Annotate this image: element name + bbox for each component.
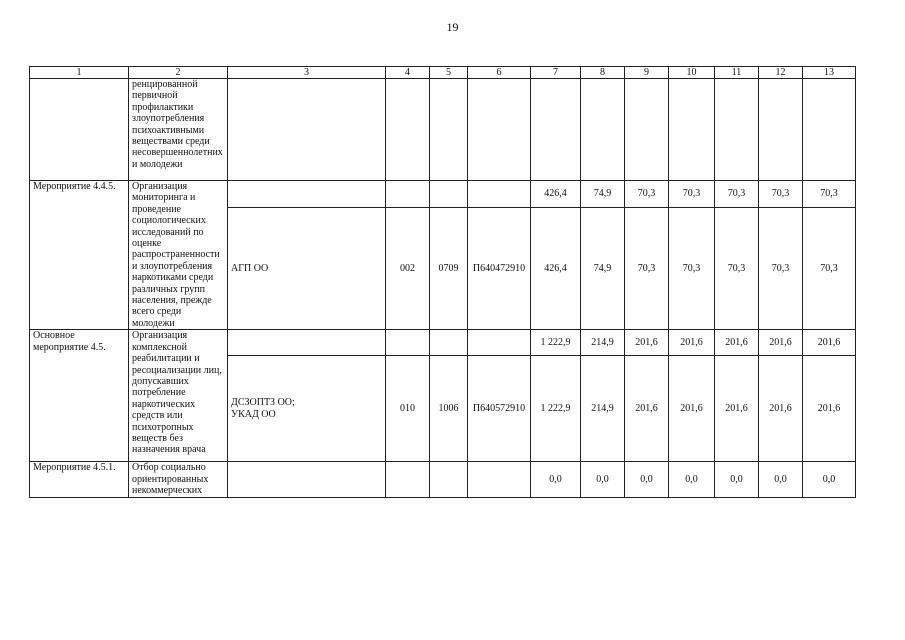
amount-cell: 70,3 (669, 181, 715, 208)
amount-cell: 70,3 (759, 181, 803, 208)
activity-code (30, 79, 129, 181)
amount-cell: 70,3 (759, 208, 803, 330)
table-cell (468, 181, 531, 208)
amount-cell: 0,0 (581, 462, 625, 497)
table-cell (669, 79, 715, 181)
executor-line: ДСЗОПТЗ ОО; (231, 397, 295, 409)
amount-cell: 201,6 (715, 330, 759, 356)
column-number: 5 (430, 67, 468, 79)
table-cell (531, 79, 581, 181)
activity-name: Отбор социально ориентированных некоммерческих (129, 462, 228, 497)
section-code: 1006 (430, 356, 468, 462)
activity-code: Основное мероприятие 4.5. (30, 330, 129, 462)
amount-cell: 426,4 (531, 208, 581, 330)
amount-cell: 0,0 (759, 462, 803, 497)
executor-cell: АГП ОО (228, 208, 386, 330)
column-number-row (30, 67, 856, 79)
amount-cell: 426,4 (531, 181, 581, 208)
column-number: 13 (803, 67, 856, 79)
table-row (30, 79, 856, 181)
activity-code: Мероприятие 4.5.1. (30, 462, 129, 497)
amount-cell: 201,6 (803, 330, 856, 356)
amount-cell: 70,3 (625, 181, 669, 208)
table-cell (803, 79, 856, 181)
target-article-code: П640572910 (468, 356, 531, 462)
activity-name: Организация комплексной реабилитации и ресоциализации лиц, допускавших потребление наркотических средств или психотропных веществ без назначения врача (129, 330, 228, 462)
column-number: 1 (30, 67, 129, 79)
amount-cell: 214,9 (581, 330, 625, 356)
activity-name: ренцированной первичной профилактики злоупотребления психоактивными веществами среди несовершеннолетних и молодежи (129, 79, 228, 181)
column-number: 2 (129, 67, 228, 79)
column-number: 10 (669, 67, 715, 79)
table-row (30, 462, 856, 497)
amount-cell: 70,3 (625, 208, 669, 330)
table-cell (759, 79, 803, 181)
column-number: 6 (468, 67, 531, 79)
amount-cell: 201,6 (715, 356, 759, 462)
column-number: 4 (386, 67, 430, 79)
amount-cell: 1 222,9 (531, 330, 581, 356)
table-cell (625, 79, 669, 181)
amount-cell: 0,0 (625, 462, 669, 497)
column-number: 11 (715, 67, 759, 79)
column-number: 3 (228, 67, 386, 79)
program-budget-table (29, 66, 856, 498)
table-cell (430, 462, 468, 497)
amount-cell: 201,6 (669, 330, 715, 356)
table-cell (386, 462, 430, 497)
table-cell (386, 330, 430, 356)
amount-cell: 0,0 (669, 462, 715, 497)
table-cell (386, 79, 430, 181)
column-number: 7 (531, 67, 581, 79)
column-number: 8 (581, 67, 625, 79)
table-cell (468, 462, 531, 497)
amount-cell: 0,0 (803, 462, 856, 497)
amount-cell: 201,6 (669, 356, 715, 462)
target-article-code: П640472910 (468, 208, 531, 330)
section-code: 0709 (430, 208, 468, 330)
amount-cell: 201,6 (759, 330, 803, 356)
amount-cell: 201,6 (625, 356, 669, 462)
table-cell (715, 79, 759, 181)
amount-cell: 70,3 (715, 208, 759, 330)
executor-line: УКАД ОО (231, 408, 276, 420)
page-number: 19 (446, 20, 459, 34)
table-cell (468, 330, 531, 356)
executor-cell (228, 181, 386, 208)
amount-cell: 70,3 (669, 208, 715, 330)
amount-cell: 201,6 (759, 356, 803, 462)
executor-cell (228, 330, 386, 356)
amount-cell: 74,9 (581, 181, 625, 208)
amount-cell: 74,9 (581, 208, 625, 330)
amount-cell: 201,6 (625, 330, 669, 356)
amount-cell: 0,0 (715, 462, 759, 497)
activity-name: Организация мониторинга и проведение социологических исследований по оценке распространенности и злоупотребления наркотиками среди различных групп населения, прежде всего среди молодежи (129, 181, 228, 330)
amount-cell: 70,3 (803, 208, 856, 330)
amount-cell: 70,3 (803, 181, 856, 208)
column-number: 9 (625, 67, 669, 79)
table-cell (430, 330, 468, 356)
activity-code: Мероприятие 4.4.5. (30, 181, 129, 330)
table-row (30, 330, 856, 356)
amount-cell: 201,6 (803, 356, 856, 462)
column-number: 12 (759, 67, 803, 79)
table-cell (430, 79, 468, 181)
table-cell (386, 181, 430, 208)
table-cell (581, 79, 625, 181)
grbs-code: 002 (386, 208, 430, 330)
amount-cell: 1 222,9 (531, 356, 581, 462)
executor-cell (228, 79, 386, 181)
table-cell (468, 79, 531, 181)
grbs-code: 010 (386, 356, 430, 462)
amount-cell: 214,9 (581, 356, 625, 462)
executor-cell (228, 356, 386, 462)
table-row (30, 181, 856, 208)
amount-cell: 0,0 (531, 462, 581, 497)
executor-cell (228, 462, 386, 497)
table-cell (430, 181, 468, 208)
amount-cell: 70,3 (715, 181, 759, 208)
